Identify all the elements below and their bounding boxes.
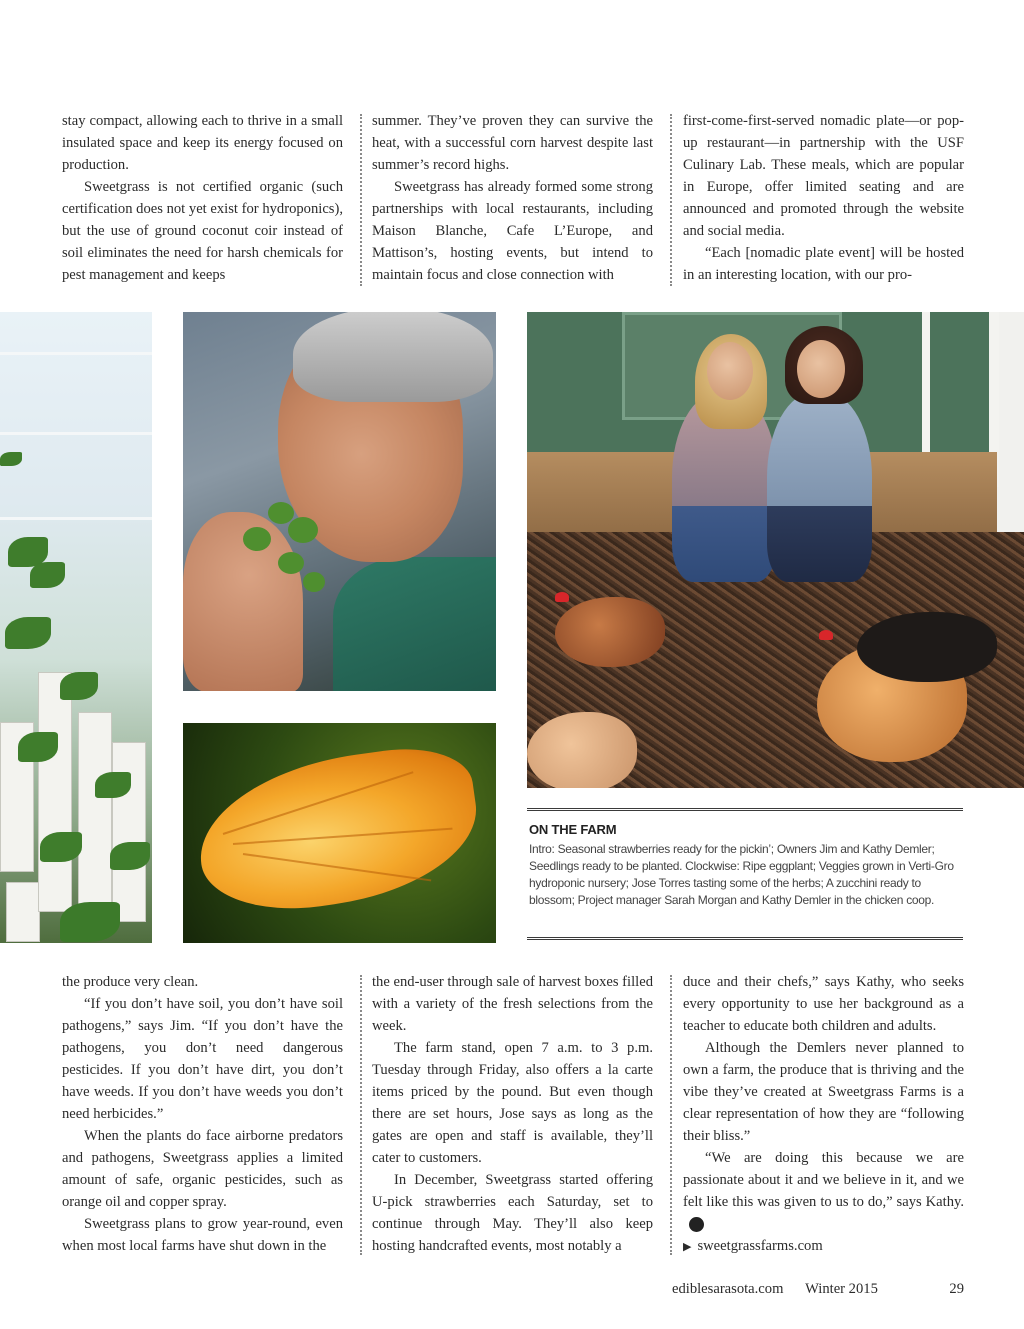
paragraph: Although the Demlers never planned to own a farm, the produce that is thriving and the vibe they’ve created at Sweetgrass Farms is a clear representation of how they are “following their bliss.” (683, 1040, 964, 1144)
article-bottom-column-1 (62, 971, 343, 1257)
paragraph: duce and their chefs,” says Kathy, who seeks every opportunity to use her background as a teacher to educate both children and adults. (683, 974, 964, 1034)
page-footer (672, 1281, 964, 1298)
paragraph (683, 1147, 964, 1235)
column-divider (670, 975, 672, 1255)
paragraph: the produce very clean. (62, 974, 199, 990)
zucchini-blossom-photo (183, 723, 496, 943)
paragraph: “If you don’t have soil, you don’t have soil pathogens,” says Jim. “If you don’t have the pathogens, you don’t need dangerous pesticides. If you don’t have dirt, you don’t have weeds. If you don’t have weeds you don’t need herbicides.” (62, 996, 343, 1122)
paragraph: first-come-first-served nomadic plate—or pop-up restaurant—in partnership with the USF Culinary Lab. These meals, which are popular in Europe, offer limited seating and are announced and promoted through the website and social media. (683, 113, 964, 239)
footer-issue: Winter 2015 (805, 1281, 878, 1297)
article-bottom-column-2 (372, 971, 653, 1257)
article-top-column-3 (683, 110, 964, 286)
caption-text: Intro: Seasonal strawberries ready for the pickin’; Owners Jim and Kathy Demler; Seedlings ready to be planted. Clockwise: Ripe eggplant; Veggies grown in Verti-Gro hydroponic nursery; Jose Torres tasting some of the herbs; A zucchini ready to blossom; Project manager Sarah Morgan and Kathy Demler in the chicken coop. (529, 842, 954, 907)
end-mark-icon: e (689, 1217, 704, 1232)
article-top-column-2 (372, 110, 653, 286)
website-link[interactable]: sweetgrassfarms.com (697, 1238, 823, 1254)
column-divider (670, 114, 672, 286)
greenhouse-photo (0, 312, 152, 943)
article-top-column-1 (62, 110, 343, 286)
page-number: 29 (949, 1281, 964, 1297)
caption-title: ON THE FARM (529, 822, 617, 837)
paragraph: stay compact, allowing each to thrive in a small insulated space and keep its energy focused on production. (62, 113, 343, 173)
owners-chicken-coop-photo (527, 312, 1024, 788)
arrow-right-icon: ▶ (683, 1241, 692, 1253)
paragraph: Sweetgrass plans to grow year-round, even when most local farms have shut down in the (62, 1216, 343, 1254)
paragraph: Sweetgrass has already formed some strong partnerships with local restaurants, including Maison Blanche, Cafe L’Europe, and Mattison’s, hosting events, but intend to maintain focus and close connection with (372, 179, 653, 283)
website-link-line (683, 1235, 964, 1258)
column-divider (360, 975, 362, 1255)
column-divider (360, 114, 362, 286)
paragraph: When the plants do face airborne predators and pathogens, Sweetgrass applies a limited amount of safe, organic pesticides, such as orange oil and copper spray. (62, 1128, 343, 1210)
article-bottom-column-3 (683, 971, 964, 1258)
paragraph: In December, Sweetgrass started offering U-pick strawberries each Saturday, set to continue through May. They’ll also keep hosting handcrafted events, most notably a (372, 1172, 653, 1254)
caption-rule-bottom (527, 937, 963, 942)
jose-torres-tasting-herbs-photo (183, 312, 496, 691)
footer-site[interactable]: ediblesarasota.com (672, 1281, 784, 1297)
paragraph: The farm stand, open 7 a.m. to 3 p.m. Tuesday through Friday, also offers a la carte items priced by the pound. But even though there are set hours, Jose says as long as the gates are open and staff is available, they’ll cater to customers. (372, 1040, 653, 1166)
caption-rule-top (527, 808, 963, 813)
paragraph: the end-user through sale of harvest boxes filled with a variety of the fresh selections from the week. (372, 974, 653, 1034)
closing-quote: “We are doing this because we are passionate about it and we believe in it, and we felt like this was given to us to do,” says Kathy. (683, 1150, 964, 1210)
photo-caption (527, 808, 963, 942)
paragraph: summer. They’ve proven they can survive the heat, with a successful corn harvest despite last summer’s record highs. (372, 113, 653, 173)
paragraph: Sweetgrass is not certified organic (such certification does not yet exist for hydroponics), but the use of ground coconut coir instead of soil eliminates the need for harsh chemicals for pest management and keeps (62, 179, 343, 283)
paragraph: “Each [nomadic plate event] will be hosted in an interesting location, with our pro- (683, 245, 964, 283)
